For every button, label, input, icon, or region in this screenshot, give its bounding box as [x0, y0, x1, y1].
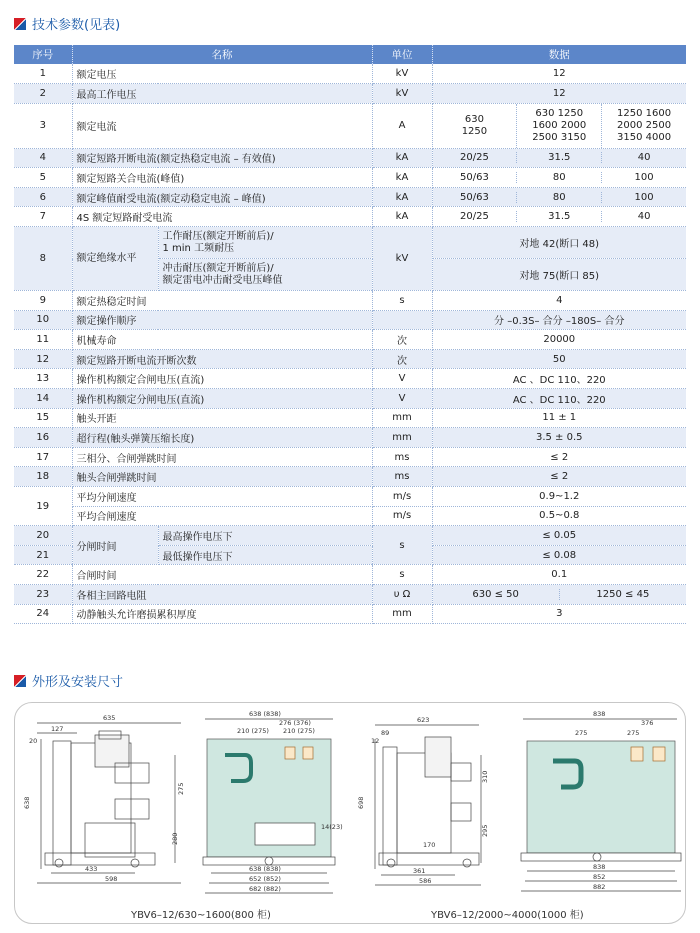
row-name: 额定电流: [72, 103, 372, 148]
data-col-2: 80: [517, 172, 602, 183]
header-name: 名称: [72, 45, 372, 64]
section-title: 外形及安装尺寸: [32, 675, 124, 690]
row-name: 额定操作顺序: [72, 310, 372, 330]
row-name: 额定热稳定时间: [72, 291, 372, 311]
data-col-1: 20/25: [433, 152, 518, 163]
dim-label: 210 (275): [237, 727, 269, 735]
row-no: 14: [14, 389, 72, 409]
row-unit: kV: [372, 84, 432, 104]
table-row: [14, 349, 686, 369]
row-unit: A: [372, 103, 432, 148]
row-unit: s: [372, 291, 432, 311]
data-col-2: 1250 ≤ 45: [596, 588, 650, 600]
table-row: [14, 584, 686, 604]
row-unit: kA: [372, 207, 432, 227]
row-unit: 次: [372, 349, 432, 369]
data-col-1: 50/63: [433, 192, 518, 203]
dim-label: 275: [177, 782, 185, 795]
dim-label: 361: [413, 867, 426, 875]
dimension-drawings: [15, 703, 687, 925]
row-data: 4: [432, 291, 686, 311]
row-data: 0.5~0.8: [432, 506, 686, 526]
row-no: 12: [14, 349, 72, 369]
row-unit: m/s: [372, 487, 432, 507]
dim-label: 682 (882): [249, 885, 281, 893]
section-header-dimensions: [14, 671, 123, 690]
dim-label: 635: [103, 714, 116, 722]
row-unit: kA: [372, 168, 432, 188]
dim-label: 638: [23, 796, 31, 809]
dim-label: 882: [593, 883, 606, 891]
dim-label: 275: [575, 729, 588, 737]
row-unit: mm: [372, 604, 432, 624]
row-unit: [372, 310, 432, 330]
row-name: 触头开距: [72, 408, 372, 428]
row-name: 额定电压: [72, 64, 372, 84]
drawing-front-800: [203, 710, 343, 893]
table-row: [14, 526, 686, 546]
row-no: 10: [14, 310, 72, 330]
dim-label: 170: [423, 841, 436, 849]
row-name: 额定绝缘水平: [72, 227, 158, 291]
row-data: ≤ 0.08: [432, 545, 686, 565]
row-name: 分闸时间: [72, 526, 158, 565]
row-subname: 最低操作电压下: [158, 545, 372, 565]
row-name: 三相分、合闸弹跳时间: [72, 447, 372, 467]
table-row: [14, 148, 686, 168]
row-unit: kV: [372, 227, 432, 291]
row-data: [432, 103, 686, 148]
section-flag-icon: [14, 18, 26, 30]
row-unit: kA: [372, 148, 432, 168]
row-data: ≤ 0.05: [432, 526, 686, 546]
row-subname: 最高操作电压下: [158, 526, 372, 546]
row-name: 动静触头允许磨损累积厚度: [72, 604, 372, 624]
table-row: [14, 369, 686, 389]
dim-label: 586: [419, 877, 432, 885]
row-no: 7: [14, 207, 72, 227]
table-row: [14, 291, 686, 311]
row-name: 平均分闸速度: [72, 487, 372, 507]
row-name: 最高工作电压: [72, 84, 372, 104]
row-unit: s: [372, 565, 432, 585]
row-no: 13: [14, 369, 72, 389]
row-no: 24: [14, 604, 72, 624]
dim-label: 295: [481, 824, 489, 837]
dim-label: 20: [29, 737, 38, 745]
row-name: 额定峰值耐受电流(额定动稳定电流 – 峰值): [72, 187, 372, 207]
row-data: AC 、DC 110、220: [432, 369, 686, 389]
row-no: 9: [14, 291, 72, 311]
header-unit: 单位: [372, 45, 432, 64]
row-no: 16: [14, 428, 72, 448]
table-row: [14, 227, 686, 259]
diagram-panel: [14, 702, 686, 924]
row-no: 11: [14, 330, 72, 350]
row-unit: ms: [372, 447, 432, 467]
row-no: 23: [14, 584, 72, 604]
row-unit: mm: [372, 428, 432, 448]
row-data: 20000: [432, 330, 686, 350]
row-data: 0.1: [432, 565, 686, 585]
row-unit: kV: [372, 64, 432, 84]
dim-label: 210 (275): [283, 727, 315, 735]
row-name: 平均合闸速度: [72, 506, 372, 526]
dim-label: 12: [371, 737, 380, 745]
row-data: ≤ 2: [432, 467, 686, 487]
row-no: 17: [14, 447, 72, 467]
data-col-1: 630 1250: [433, 104, 518, 148]
table-row: [14, 408, 686, 428]
dim-label: 276 (376): [279, 719, 311, 727]
section-title: 技术参数(见表): [32, 18, 121, 33]
dim-label: 598: [105, 875, 118, 883]
dim-label: 275: [627, 729, 640, 737]
data-col-1: 50/63: [433, 172, 518, 183]
row-data: 12: [432, 84, 686, 104]
row-no: 6: [14, 187, 72, 207]
table-row: [14, 428, 686, 448]
diagram-caption-800: YBV6–12/630~1600(800 柜): [131, 910, 271, 921]
dim-label: 623: [417, 716, 430, 724]
table-row: [14, 64, 686, 84]
row-data: [432, 148, 686, 168]
dim-label: 638 (838): [249, 865, 281, 873]
row-data: 50: [432, 349, 686, 369]
table-row: [14, 487, 686, 507]
dim-label: 852: [593, 873, 606, 881]
table-row: [14, 604, 686, 624]
row-data: ≤ 2: [432, 447, 686, 467]
data-col-3: 100: [634, 172, 654, 184]
row-name: 操作机构额定合闸电压(直流): [72, 369, 372, 389]
row-data: AC 、DC 110、220: [432, 389, 686, 409]
row-no: 3: [14, 103, 72, 148]
data-col-2: 31.5: [517, 152, 602, 163]
section-header-specs: [14, 14, 120, 33]
row-name: 额定短路关合电流(峰值): [72, 168, 372, 188]
row-no: 19: [14, 487, 72, 526]
row-unit: V: [372, 389, 432, 409]
row-no: 22: [14, 565, 72, 585]
row-unit: s: [372, 526, 432, 565]
data-col-3: 1250 1600 2000 2500 3150 4000: [617, 107, 672, 143]
row-data: 12: [432, 64, 686, 84]
table-row: [14, 310, 686, 330]
data-col-1: 20/25: [433, 211, 518, 222]
row-name: 各相主回路电阻: [72, 584, 372, 604]
row-no: 1: [14, 64, 72, 84]
row-unit: 次: [372, 330, 432, 350]
row-no: 5: [14, 168, 72, 188]
drawing-front-1000: [521, 710, 681, 891]
row-name: 4S 额定短路耐受电流: [72, 207, 372, 227]
diagram-caption-1000: YBV6–12/2000~4000(1000 柜): [431, 910, 584, 921]
header-no: 序号: [14, 45, 72, 64]
data-col-3: 100: [634, 191, 654, 203]
table-row: [14, 84, 686, 104]
dim-label: 638 (838): [249, 710, 281, 718]
row-subname: 冲击耐压(额定开断前后)/ 额定雷电冲击耐受电压峰值: [158, 259, 372, 291]
header-data: 数据: [432, 45, 686, 64]
dim-label: 838: [593, 863, 606, 871]
table-row: [14, 467, 686, 487]
row-no: 8: [14, 227, 72, 291]
row-data: 3.5 ± 0.5: [432, 428, 686, 448]
dim-label: 838: [593, 710, 606, 718]
row-no: 21: [14, 545, 72, 565]
data-col-2: 630 1250 1600 2000 2500 3150: [517, 104, 602, 148]
table-row: [14, 565, 686, 585]
table-row: [14, 207, 686, 227]
table-row: [14, 330, 686, 350]
dim-label: 433: [85, 865, 98, 873]
dim-label: 310: [481, 770, 489, 783]
row-no: 20: [14, 526, 72, 546]
row-data: 0.9~1.2: [432, 487, 686, 507]
table-header-row: [14, 45, 686, 64]
row-data: 3: [432, 604, 686, 624]
data-col-2: 80: [517, 192, 602, 203]
row-data: 对地 42(断口 48): [432, 227, 686, 259]
row-data: [432, 187, 686, 207]
row-name: 合闸时间: [72, 565, 372, 585]
row-data: 对地 75(断口 85): [432, 259, 686, 291]
row-no: 2: [14, 84, 72, 104]
row-no: 15: [14, 408, 72, 428]
data-col-2: 31.5: [517, 211, 602, 222]
row-data: 分 –0.3S– 合分 –180S– 合分: [432, 310, 686, 330]
drawing-side-1000: [357, 716, 489, 885]
row-data: [432, 168, 686, 188]
row-unit: υ Ω: [372, 584, 432, 604]
data-col-3: 40: [637, 211, 651, 223]
row-name: 操作机构额定分闸电压(直流): [72, 389, 372, 409]
dim-label: 698: [357, 796, 365, 809]
row-unit: kA: [372, 187, 432, 207]
drawing-side-800: [23, 714, 185, 883]
data-col-1: 630 ≤ 50: [433, 589, 560, 600]
row-name: 额定短路开断电流开断次数: [72, 349, 372, 369]
dim-label: 376: [641, 719, 654, 727]
table-row: [14, 187, 686, 207]
section-flag-icon: [14, 675, 26, 687]
dim-label: 652 (852): [249, 875, 281, 883]
row-name: 触头合闸弹跳时间: [72, 467, 372, 487]
row-unit: ms: [372, 467, 432, 487]
table-row: [14, 389, 686, 409]
data-col-3: 40: [637, 152, 651, 164]
row-unit: m/s: [372, 506, 432, 526]
dim-label: 14(23): [321, 823, 343, 831]
row-subname: 工作耐压(额定开断前后)/ 1 min 工频耐压: [158, 227, 372, 259]
dim-label: 89: [381, 729, 390, 737]
row-data: [432, 207, 686, 227]
spec-table: [14, 45, 686, 624]
table-row: [14, 103, 686, 148]
row-no: 18: [14, 467, 72, 487]
row-no: 4: [14, 148, 72, 168]
row-unit: V: [372, 369, 432, 389]
table-row: [14, 447, 686, 467]
row-data: 11 ± 1: [432, 408, 686, 428]
dim-label: 280: [171, 832, 179, 845]
row-unit: mm: [372, 408, 432, 428]
row-name: 超行程(触头弹簧压缩长度): [72, 428, 372, 448]
row-name: 机械寿命: [72, 330, 372, 350]
dim-label: 127: [51, 725, 64, 733]
row-name: 额定短路开断电流(额定热稳定电流 – 有效值): [72, 148, 372, 168]
table-row: [14, 506, 686, 526]
row-data: [432, 584, 686, 604]
table-row: [14, 168, 686, 188]
